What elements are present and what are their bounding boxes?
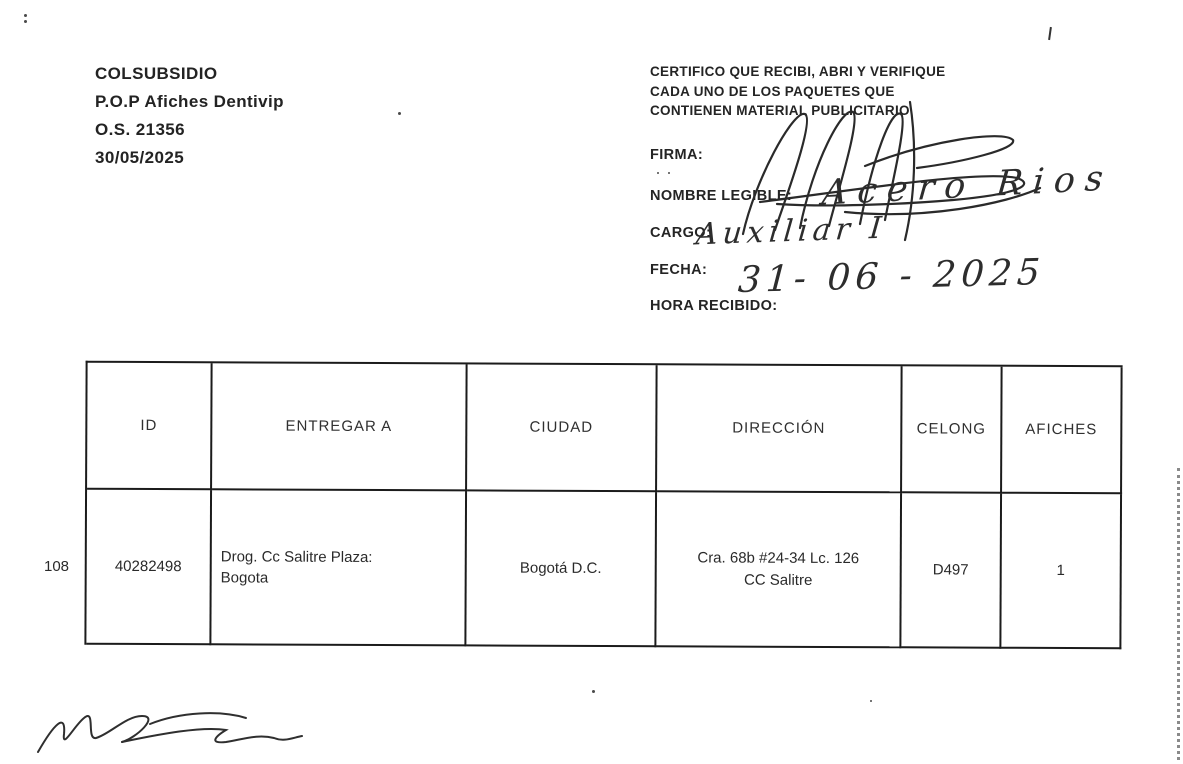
signature-handwriting [705, 92, 1055, 252]
cell-celong: D497 [901, 493, 1002, 648]
scan-speck [24, 20, 27, 23]
certification-line: CERTIFICO QUE RECIBI, ABRI Y VERIFIQUE [650, 64, 946, 79]
scan-speck [398, 112, 401, 115]
cell-id: 40282498 [86, 490, 212, 646]
column-header-entregar-a: ENTREGAR A [212, 363, 468, 491]
scan-speck [592, 690, 595, 693]
fecha-handwritten: 31- 06 - 2025 [736, 251, 1047, 302]
scan-speck [870, 700, 872, 702]
direccion-line2: CC Salitre [743, 571, 813, 589]
cargo-handwritten: Auxiliar I [694, 210, 888, 253]
column-header-direccion: DIRECCIÓN [657, 365, 903, 493]
certification-line: CONTIENEN MATERIAL PUBLICITARIO [650, 103, 910, 118]
project-name: P.O.P Afiches Dentivip [95, 92, 284, 111]
firma-label: FIRMA: [650, 147, 704, 163]
delivery-table [84, 361, 1122, 650]
bottom-signature-handwriting [30, 700, 315, 762]
column-header-ciudad: CIUDAD [467, 364, 658, 492]
scan-mark [1048, 27, 1052, 40]
cell-afiches: 1 [1001, 494, 1122, 650]
scan-speck [668, 172, 670, 174]
nombre-legible-label: NOMBRE LEGIBLE: [650, 188, 793, 204]
column-header-afiches: AFICHES [1002, 367, 1123, 495]
scan-speck [24, 14, 27, 17]
scan-edge-artifact [1177, 468, 1180, 760]
hora-recibido-label: HORA RECIBIDO: [650, 298, 778, 314]
entregar-a-text: Drog. Cc Salitre Plaza: Bogota [220, 547, 373, 587]
scan-speck [657, 172, 659, 174]
order-number: O.S. 21356 [95, 120, 186, 139]
cargo-label: CARGO: [650, 225, 712, 241]
cell-entregar-a [211, 490, 467, 646]
document-header [95, 60, 284, 172]
cell-ciudad: Bogotá D.C. [466, 491, 657, 647]
cell-direccion [656, 492, 902, 648]
direccion-line1: Cra. 68b #24-34 Lc. 126 [697, 548, 860, 567]
table-row-number: 108 [44, 558, 70, 575]
certification-line: CADA UNO DE LOS PAQUETES QUE [650, 83, 895, 99]
column-header-id: ID [87, 363, 213, 491]
direccion-text [697, 547, 859, 592]
company-name: COLSUBSIDIO [95, 64, 218, 83]
document-date: 30/05/2025 [95, 148, 185, 167]
fecha-label: FECHA: [650, 262, 708, 278]
nombre-legible-handwritten: Acero Rios [820, 158, 1115, 214]
column-header-celong: CELONG [902, 366, 1003, 493]
